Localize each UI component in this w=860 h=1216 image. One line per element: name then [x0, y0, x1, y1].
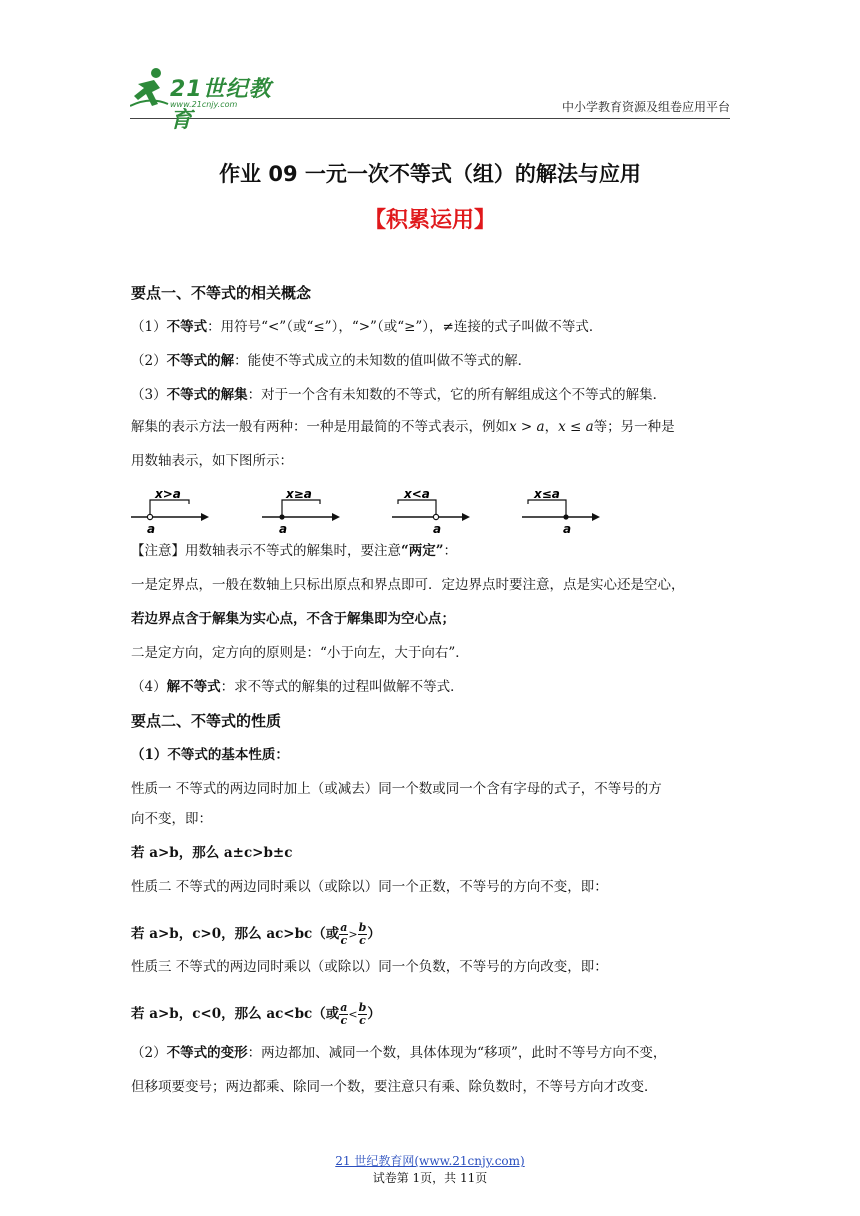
- heading-1: 要点一、不等式的相关概念: [131, 284, 312, 302]
- note-line-3: 若边界点含于解集为实心点，不含于解集即为空心点；: [131, 611, 455, 627]
- property-2: 性质二 不等式的两边同时乘以（或除以）同一个正数，不等号的方向不变，即：: [131, 879, 608, 895]
- heading-2: 要点二、不等式的性质: [131, 712, 282, 730]
- numberline-x-gt-a: [131, 486, 211, 536]
- note-line-2: 一是定界点，一般在数轴上只标出原点和界点即可．定边界点时要注意，点是实心还是空心，: [131, 577, 685, 593]
- fraction-a-over-c: $\frac{a}{c}$: [340, 921, 348, 947]
- property-2-formula: 若 a>b，c>0，那么 ac>bc（或 $\frac{a}{c}$ > $\frac{b}{c}$ ）: [131, 921, 381, 947]
- solid-point-icon: [563, 514, 568, 519]
- numberline-label: x≥a: [286, 487, 312, 501]
- numberline-x-lt-a: [392, 486, 472, 536]
- open-point-icon: [433, 514, 438, 519]
- fraction-b-over-c: $\frac{b}{c}$: [358, 921, 367, 947]
- para-solving-def: （4）解不等式：求不等式的解集的过程叫做解不等式．: [131, 679, 464, 695]
- numberline-x-ge-a: [262, 486, 342, 536]
- page-title: 作业 09 一元一次不等式（组）的解法与应用: [219, 162, 641, 186]
- section-subtitle: 【积累运用】: [363, 208, 496, 233]
- footer-page-number: 试卷第 1页，共 11页: [372, 1171, 488, 1185]
- para-solution-set-def: （3）不等式的解集：对于一个含有未知数的不等式，它的所有解组成这个不等式的解集．: [131, 387, 667, 403]
- page-header: [130, 62, 730, 133]
- footer-site-link[interactable]: 21 世纪教育网(www.21cnjy.com): [335, 1154, 525, 1168]
- point-label: a: [433, 522, 442, 536]
- para-numberline-intro: 用数轴表示，如下图所示：: [131, 453, 293, 469]
- property-1-line-2: 向不变，即：: [131, 811, 212, 827]
- platform-tagline: 中小学教育资源及组卷应用平台: [561, 100, 730, 114]
- solid-point-icon: [279, 514, 284, 519]
- property-3: 性质三 不等式的两边同时乘以（或除以）同一个负数，不等号的方向改变，即：: [131, 959, 608, 975]
- fraction-a-over-c: $\frac{a}{c}$: [340, 1001, 348, 1027]
- numberline-label: x<a: [404, 487, 430, 501]
- para-transform-2: 但移项要变号；两边都乘、除同一个数，要注意只有乘、除负数时，不等号方向才改变．: [131, 1079, 658, 1095]
- logo-url: www.21cnjy.com: [170, 100, 238, 109]
- property-1-formula: 若 a>b，那么 a±c>b±c: [131, 845, 293, 861]
- para-representation: 解集的表示方法一般有两种：一种是用最简的不等式表示，例如x > a，x ≤ a等；另一种是: [131, 419, 675, 435]
- fraction-b-over-c: $\frac{b}{c}$: [358, 1001, 367, 1027]
- para-solution-def: （2）不等式的解：能使不等式成立的未知数的值叫做不等式的解．: [131, 353, 532, 369]
- para-inequality-def: （1）不等式：用符号“<”（或“≤”），“>”（或“≥”），≠连接的式子叫做不等式．: [131, 319, 603, 335]
- point-label: a: [147, 522, 156, 536]
- numberline-x-le-a: [522, 486, 602, 536]
- open-point-icon: [147, 514, 152, 519]
- numberline-label: x>a: [155, 487, 181, 501]
- property-1-line-1: 性质一 不等式的两边同时加上（或减去）同一个数或同一个含有字母的式子，不等号的方: [131, 781, 662, 797]
- logo-text: 21世纪教育: [170, 77, 272, 133]
- note-line-1: 【注意】用数轴表示不等式的解集时，要注意“两定”：: [131, 543, 458, 559]
- numberline-label: x≤a: [534, 487, 560, 501]
- note-line-4: 二是定方向，定方向的原则是：“小于向左，大于向右”．: [131, 645, 469, 661]
- logo: [130, 66, 280, 133]
- property-3-formula: 若 a>b，c<0，那么 ac<bc（或 $\frac{a}{c}$ < $\frac{b}{c}$ ）: [131, 1001, 381, 1027]
- para-basic-properties: （1）不等式的基本性质：: [131, 747, 289, 763]
- runner-logo-icon: [130, 66, 170, 110]
- point-label: a: [563, 522, 572, 536]
- point-label: a: [279, 522, 288, 536]
- para-transform-1: （2）不等式的变形：两边都加、减同一个数，具体体现为“移项”，此时不等号方向不变，: [131, 1045, 667, 1061]
